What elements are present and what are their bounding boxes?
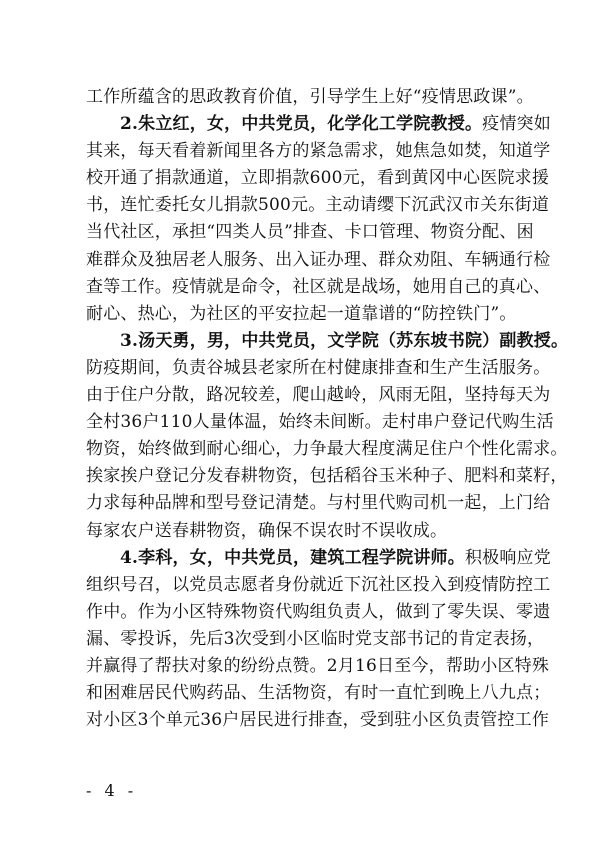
paragraph-line: 力求每种品牌和型号登记清楚。与村里代购司机一起，上门给 [86, 493, 551, 514]
person-heading: 2.朱立红，女，中共党员，化学化工学院教授。 [120, 114, 483, 135]
paragraph-line: 其来，每天看着新闻里各方的紧急需求，她焦急如焚，知道学 [86, 141, 551, 162]
paragraph-line [86, 545, 551, 572]
person-heading: 3.汤天勇，男，中共党员，文学院（苏东坡书院）副教授。 [120, 330, 569, 351]
paragraph-line: 作中。作为小区特殊物资代购组负责人，做到了零失误、零遗 [86, 601, 551, 622]
person-heading: 4.李科，女，中共党员，建筑工程学院讲师。 [120, 547, 465, 568]
paragraph-line: 书，连忙委托女儿捐款500元。主动请缨下沉武汉市关东街道 [86, 195, 550, 216]
paragraph-line [86, 111, 551, 138]
page-number: - 4 - [86, 781, 138, 800]
paragraph-line: 校开通了捐款通道，立即捐款600元，看到黄冈中心医院求援 [86, 168, 550, 189]
paragraph-line: 每家农户送春耕物资，确保不误农时不误收成。 [86, 520, 448, 541]
paragraph-line: 挨家挨户登记分发春耕物资，包括稻谷玉米种子、肥料和菜籽， [86, 466, 568, 487]
paragraph-line: 工作所蕴含的思政教育价值，引导学生上好“疫情思政课”。 [86, 87, 534, 107]
paragraph-line: 查等工作。疫情就是命令，社区就是战场，她用自己的真心、 [86, 276, 551, 297]
paragraph-line: 漏、零投诉，先后3次受到小区临时党支部书记的肯定表扬， [86, 628, 545, 649]
paragraph-line: 和困难居民代购药品、生活物资，有时一直忙到晚上八九点； [86, 683, 551, 704]
paragraph-line: 物资，始终做到耐心细心，力争最大程度满足住户个性化需求。 [86, 439, 568, 460]
document-body [86, 84, 569, 734]
paragraph-line [86, 328, 569, 355]
paragraph-line: 对小区3个单元36户居民进行排查，受到驻小区负责管控工作 [86, 710, 550, 731]
paragraph-line: 难群众及独居老人服务、出入证办理、群众劝阻、车辆通行检 [86, 249, 551, 270]
paragraph-line: 防疫期间，负责谷城县老家所在村健康排查和生产生活服务。 [86, 357, 551, 378]
paragraph-text: 积极响应党 [464, 547, 551, 568]
paragraph-line: 并赢得了帮扶对象的纷纷点赞。2月16日至今，帮助小区特殊 [86, 655, 550, 676]
paragraph-line: 耐心、热心，为社区的平安拉起一道靠谱的“防控铁门”。 [86, 303, 517, 324]
paragraph-line: 当代社区，承担“四类人员”排查、卡口管理、物资分配、困 [86, 222, 534, 243]
paragraph-line: 全村36户110人量体温，始终未间断。走村串户登记代购生活 [86, 412, 554, 433]
paragraph-text: 疫情突如 [482, 114, 551, 135]
paragraph-line: 由于住户分散，路况较差，爬山越岭，风雨无阻，坚持每天为 [86, 385, 551, 406]
paragraph-line: 组织号召，以党员志愿者身份就近下沉社区投入到疫情防控工 [86, 574, 551, 595]
